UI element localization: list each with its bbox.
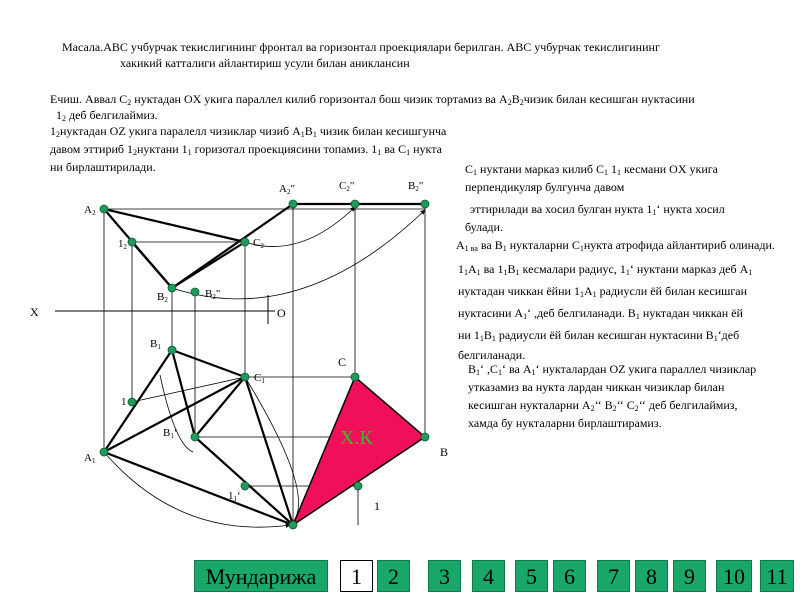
label-O: O [277, 306, 286, 320]
right-text-6: $1_1A_1$ ва $1_1B_1$ кесмалари радиус, $1_1‘$ нуктани марказ деб $A_1$ [458, 262, 753, 277]
contents-button[interactable]: Мундарижа [194, 560, 328, 592]
label-A2: $A_2$ [84, 204, 96, 217]
right-text-9: ни $1_1B_1$ радиусли ёй билан кесишган нуктасини $B_1‘деб$ [458, 328, 740, 343]
label-A1: $A_1$ [84, 452, 96, 465]
right-text-12: утказамиз ва нукта лардан чиккан чизиклар билан [468, 380, 725, 394]
label-1-2: $1_2$ [118, 238, 127, 251]
page-1-button[interactable]: 1 [340, 560, 373, 592]
label-C2pp: $C_2$" [339, 180, 355, 193]
construction-points [100, 200, 429, 529]
problem-line-1: Масала.ABC учбурчак текислигининг фронтал ва горизонтал проекциялари берилган. ABC учбурчак текислигининг [62, 40, 660, 54]
page-11-button[interactable]: 11 [760, 560, 794, 592]
right-text-13: кесишган нукталарни $A_2‘‘$ $B_2‘‘$ $C_2‘‘$ деб белгилаймиз, [468, 398, 738, 413]
page-7-button[interactable]: 7 [597, 560, 630, 592]
label-B2pp: $B_2$" [408, 180, 424, 193]
label-B1: $B_1$ [150, 338, 161, 351]
label-1: 1 [374, 499, 380, 513]
label-B2: $B_2$ [157, 291, 168, 304]
right-text-5: $A_{1 ва}$ ва $B_1$ нукталарни $C_1нукта$ атрофида айлантириб олинади. [456, 238, 775, 253]
thick-lines [104, 204, 425, 525]
label-A2pp: $A_2$" [279, 183, 295, 196]
right-text-10: белгиланади. [458, 348, 526, 362]
page-4-button[interactable]: 4 [472, 560, 505, 592]
page-10-button[interactable]: 10 [716, 560, 752, 592]
solution-line-1: Ечиш. Аввал $C_2$ нуктадан OX укига параллел килиб горизонтал бош чизик тортамиз ва $A_2B_2чизик$ билан кесишган нуктасини [50, 92, 695, 107]
label-X: X [30, 305, 39, 319]
right-text-14: хамда бу нукталарни бирлаштирамиз. [468, 416, 662, 430]
page-6-button[interactable]: 6 [553, 560, 586, 592]
right-text-4: булади. [465, 220, 503, 234]
page-5-button[interactable]: 5 [515, 560, 548, 592]
label-C: C [338, 355, 347, 369]
true-size-label: Х.К [340, 427, 373, 449]
label-1-1p: $1_1‘$ [228, 490, 241, 503]
page-3-button[interactable]: 3 [428, 560, 461, 592]
true-size-triangle [293, 377, 425, 525]
problem-line-2: хакикий катталиги айлантириш усули билан аниклансин [120, 56, 410, 70]
right-text-3: эттирилади ва хосил булган нукта $1_1‘$ нукта хосил [470, 202, 725, 217]
page-9-button[interactable]: 9 [673, 560, 706, 592]
page-8-button[interactable]: 8 [635, 560, 668, 592]
right-text-7: нуктадан чиккан ёйни $1_1A_1$ радиусли ёй билан кесишган [458, 284, 748, 299]
label-B2p: $B_2$" [205, 288, 221, 301]
projection-lines [104, 204, 425, 525]
right-text-11: $B_1‘$ $,C_1‘$ ва $A_1‘$ нукталардан OZ укига параллел чизиклар [468, 362, 757, 377]
label-1-1: 1 [121, 396, 127, 408]
label-C1: $C_1$ [254, 372, 265, 385]
label-C2: $C_2$ [253, 237, 264, 250]
right-text-8: нуктасини $A_1‘$ ,деб белгиланади. $B_1$ нуктадан чиккан ёй [458, 306, 743, 321]
solution-line-5: ни бирлаштирилади. [50, 160, 156, 174]
right-text-1: $C_1$ нуктани марказ килиб $C_1$ $1_1$ кесмани OX укига [465, 162, 718, 177]
label-B: B [440, 445, 449, 459]
label-B1p: $B_1‘$ [163, 427, 178, 440]
rotation-arcs [104, 207, 425, 527]
solution-line-3: $1_2нуктадан$ OZ укига паралелл чизиклар чизиб $A_1B_1$ чизик билан кесишгунча [50, 124, 447, 139]
page-2-button[interactable]: 2 [377, 560, 410, 592]
solution-line-4: давом эттириб $1_2нуктани$ $1_1$ горизотал проекциясини топамиз. $1_1$ ва $C_1$ нукта [50, 142, 442, 157]
solution-line-2: $1_2$ деб белгилаймиз. [56, 108, 158, 123]
right-text-2: перпендикуляр булгунча давом [465, 180, 625, 194]
